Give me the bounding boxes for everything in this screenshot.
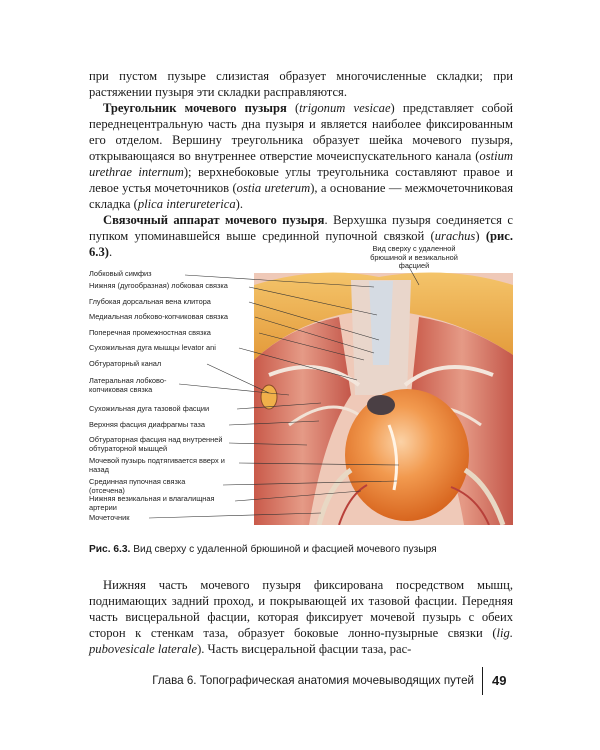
bladder xyxy=(345,389,469,521)
label-diaphragm-fascia: Верхняя фасция диафрагмы таза xyxy=(89,420,206,429)
label-obturator-fascia: Обтураторная фасция над внутренней обтураторной мышцей xyxy=(89,435,223,453)
label-levator-arch: Сухожильная дуга мышцы levator ani xyxy=(89,343,216,352)
label-median-umbilical: Срединная пупочная связка (отсечена) xyxy=(89,477,186,495)
top-text xyxy=(89,68,513,260)
paragraph-2: Треугольник мочевого пузыря (trigonum vesicae) представляет собой переднецентральную часть дна пузыря и является наиболее фиксированным его отделом. Вершину треугольника образует шейка мочевого пузыря, открывающаяся во внутреннее отверстие мочеиспускательного канала (ostium urethrae internum); верхнебоковые углы треугольника составляют правое и левое устья мочеточников (ostia ureterum), а основание — межмочеточниковая складка (plica interureterica). xyxy=(89,101,513,211)
paragraph-3: Связочный аппарат мочевого пузыря. Верхушка пузыря соединяется с пупком упоминавшейся выше срединной пупочной связкой (urachus) (рис. 6.3). xyxy=(89,213,514,259)
label-transverse-perineal: Поперечная промежностная связка xyxy=(89,328,211,337)
label-bladder-pulled: Мочевой пузырь подтягивается вверх и назад xyxy=(89,456,225,474)
running-footer-chapter: Глава 6. Топографическая анатомия мочевыводящих путей xyxy=(152,674,474,687)
label-ureter: Мочеточник xyxy=(89,513,130,522)
page-footer xyxy=(0,667,600,697)
retropubic-space xyxy=(367,395,395,415)
caption-text: Вид сверху с удаленной брюшиной и фасцией мочевого пузыря xyxy=(130,544,437,555)
caption-label: Рис. 6.3. xyxy=(89,544,131,555)
label-obturator-canal: Обтураторный канал xyxy=(89,359,162,368)
label-vesical-arteries: Нижняя везикальная и влагалищная артерии xyxy=(89,494,215,512)
paragraph-1: при пустом пузыре слизистая образует многочисленные складки; при растяжении пузыря эти складки расправляются. xyxy=(89,69,513,99)
label-arcuate-pubic-ligament: Нижняя (дугообразная) лобковая связка xyxy=(89,281,228,290)
figure-caption xyxy=(89,544,513,555)
label-pelvic-fascia-arch: Сухожильная дуга тазовой фасции xyxy=(89,404,210,413)
footer-separator xyxy=(482,667,483,695)
figure-ref: (рис. 6.3) xyxy=(89,229,514,259)
paragraph-4: Нижняя часть мочевого пузыря фиксирована посредством мышц, поднимающих задний проход, и покрывающей их тазовой фасции. Передняя часть висцеральной фасции, которая фиксирует мочевой пузырь с обеих сторон к стенкам таза, образует боковые лонно-пузырные связки (lig. pubovesicale laterale). Часть висцеральной фасции таза, рас- xyxy=(89,578,513,656)
ligament-heading: Связочный аппарат мочевого пузыря xyxy=(103,213,325,227)
page-number: 49 xyxy=(492,673,507,688)
label-lateral-pubococcygeal: Латеральная лобково-копчиковая связка xyxy=(89,376,167,394)
label-dorsal-vein: Глубокая дорсальная вена клитора xyxy=(89,297,211,306)
trigone-heading: Треугольник мочевого пузыря xyxy=(103,101,287,115)
label-medial-pubococcygeal: Медиальная лобково-копчиковая связка xyxy=(89,312,229,321)
obturator-canal xyxy=(261,385,277,409)
anatomy-figure xyxy=(89,245,513,525)
figure-top-label: Вид сверху с удаленной брюшиной и везикальной фасцией xyxy=(370,244,458,271)
label-pubic-symphysis: Лобковый симфиз xyxy=(89,269,152,278)
bottom-text xyxy=(89,577,513,657)
